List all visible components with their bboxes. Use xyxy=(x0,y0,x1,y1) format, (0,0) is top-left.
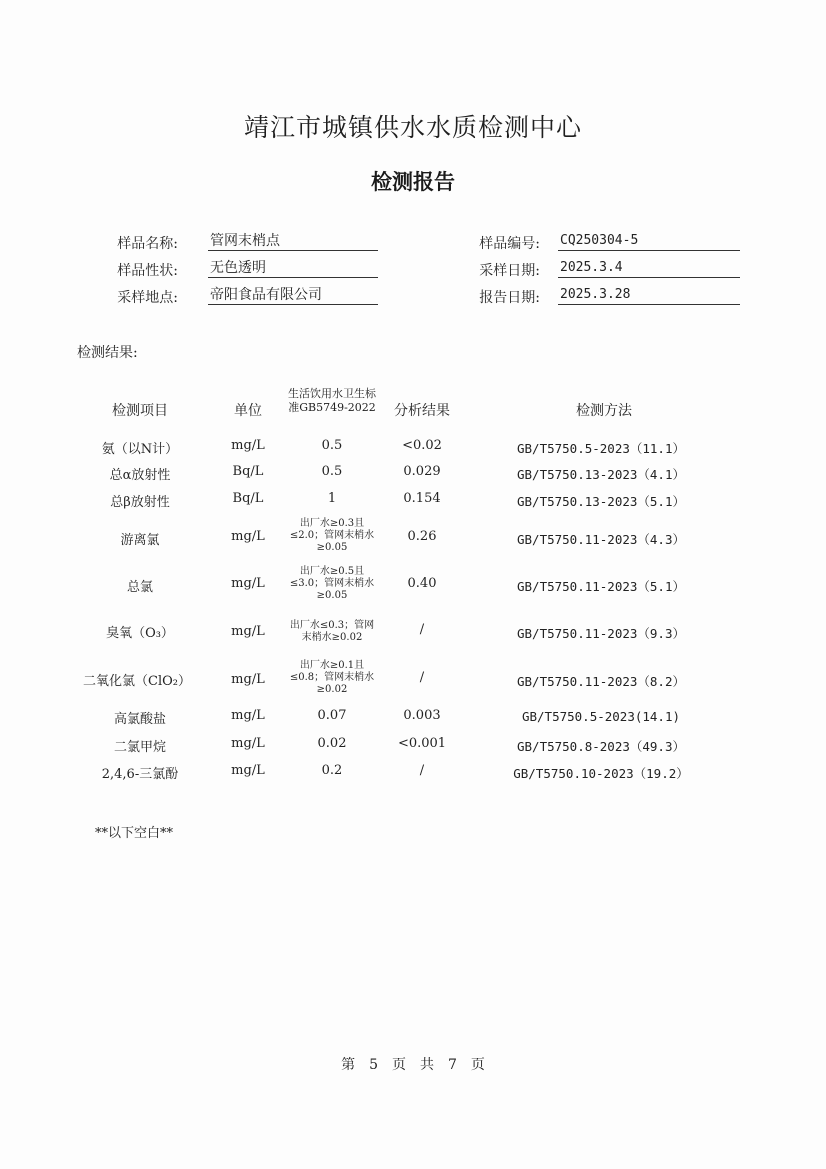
footer-total-word: 共 xyxy=(420,1057,434,1073)
row-2-standard: 0.5 xyxy=(321,464,343,479)
row-8-method: GB/T5750.5-2023(14.1) xyxy=(521,709,681,724)
header-method: 检测方法 xyxy=(576,403,632,419)
row-5-standard: 出厂水≥0.5且≤3.0；管网末梢水≥0.05 xyxy=(289,566,375,601)
row-9-standard: 0.02 xyxy=(317,736,347,751)
row-9-unit: mg/L xyxy=(231,736,265,751)
row-8-unit: mg/L xyxy=(231,708,265,723)
row-2-item: 总α放射性 xyxy=(109,468,171,483)
row-2-result: 0.029 xyxy=(403,464,441,479)
page-footer xyxy=(0,1054,826,1074)
footer-page-word: 页 xyxy=(392,1057,406,1073)
row-7-unit: mg/L xyxy=(231,672,265,687)
row-4-unit: mg/L xyxy=(231,529,265,544)
report-title: 检测报告 xyxy=(371,169,455,194)
report-date-label: 报告日期: xyxy=(479,290,540,306)
report-date-value: 2025.3.28 xyxy=(558,286,740,305)
sample-name-value: 管网末梢点 xyxy=(208,232,378,251)
row-3-unit: Bq/L xyxy=(232,491,264,506)
row-6-result: / xyxy=(419,622,425,637)
row-5-result: 0.40 xyxy=(407,576,437,591)
end-of-content-note: **以下空白** xyxy=(95,826,174,841)
results-section-label: 检测结果: xyxy=(77,345,138,361)
row-7-result: / xyxy=(419,670,425,685)
footer-suffix: 页 xyxy=(470,1057,485,1073)
row-2-method: GB/T5750.13-2023（4.1） xyxy=(517,467,685,482)
row-1-unit: mg/L xyxy=(231,438,265,453)
row-1-result: <0.02 xyxy=(402,438,442,453)
row-4-method: GB/T5750.11-2023（4.3） xyxy=(517,532,685,547)
sampling-date-value: 2025.3.4 xyxy=(558,259,740,278)
sample-number-label: 样品编号: xyxy=(479,236,540,252)
sampling-location-label: 采样地点: xyxy=(117,290,178,306)
sample-state-value: 无色透明 xyxy=(208,259,378,278)
row-9-item: 二氯甲烷 xyxy=(113,740,166,755)
row-6-method: GB/T5750.11-2023（9.3） xyxy=(517,626,685,641)
sample-state-label: 样品性状: xyxy=(117,263,178,279)
organization-title: 靖江市城镇供水水质检测中心 xyxy=(243,113,582,142)
header-standard: 生活饮用水卫生标准GB5749-2022 xyxy=(288,387,376,414)
row-4-standard: 出厂水≥0.3且≤2.0；管网末梢水≥0.05 xyxy=(289,518,375,553)
row-3-method: GB/T5750.13-2023（5.1） xyxy=(517,494,685,509)
row-8-standard: 0.07 xyxy=(317,708,347,723)
row-10-result: / xyxy=(419,763,425,778)
row-5-method: GB/T5750.11-2023（5.1） xyxy=(517,579,685,594)
row-6-unit: mg/L xyxy=(231,624,265,639)
row-1-item: 氨（以N计） xyxy=(101,442,179,457)
row-6-item: 臭氧（O₃） xyxy=(106,626,174,641)
row-10-standard: 0.2 xyxy=(321,763,343,778)
row-4-result: 0.26 xyxy=(407,529,437,544)
row-5-item: 总氯 xyxy=(126,580,153,595)
header-item: 检测项目 xyxy=(112,403,168,419)
header-result: 分析结果 xyxy=(394,403,450,419)
row-2-unit: Bq/L xyxy=(232,464,264,479)
row-10-item: 2,4,6-三氯酚 xyxy=(101,767,179,782)
row-3-result: 0.154 xyxy=(403,491,441,506)
row-7-item: 二氧化氯（ClO₂） xyxy=(83,674,191,689)
row-6-standard: 出厂水≤0.3；管网末梢水≥0.02 xyxy=(289,620,375,643)
sample-name-label: 样品名称: xyxy=(117,236,178,252)
row-8-item: 高氯酸盐 xyxy=(113,712,166,727)
row-7-method: GB/T5750.11-2023（8.2） xyxy=(517,674,685,689)
sampling-date-label: 采样日期: xyxy=(479,263,540,279)
row-3-standard: 1 xyxy=(327,491,337,506)
footer-prefix: 第 xyxy=(341,1057,356,1073)
row-9-result: <0.001 xyxy=(397,736,447,751)
row-7-standard: 出厂水≥0.1且≤0.8；管网末梢水≥0.02 xyxy=(289,660,375,695)
row-4-item: 游离氯 xyxy=(120,533,160,548)
row-5-unit: mg/L xyxy=(231,576,265,591)
row-1-standard: 0.5 xyxy=(321,438,343,453)
row-3-item: 总β放射性 xyxy=(110,495,170,510)
row-10-method: GB/T5750.10-2023（19.2） xyxy=(513,766,689,781)
row-8-result: 0.003 xyxy=(403,708,441,723)
sample-number-value: CQ250304-5 xyxy=(558,232,740,251)
header-unit: 单位 xyxy=(234,403,262,419)
row-1-method: GB/T5750.5-2023（11.1） xyxy=(517,441,685,456)
footer-page-number: 5 xyxy=(369,1057,378,1073)
row-9-method: GB/T5750.8-2023（49.3） xyxy=(517,739,685,754)
row-10-unit: mg/L xyxy=(231,763,265,778)
footer-total-pages: 7 xyxy=(448,1057,457,1073)
sampling-location-value: 帝阳食品有限公司 xyxy=(208,286,378,305)
